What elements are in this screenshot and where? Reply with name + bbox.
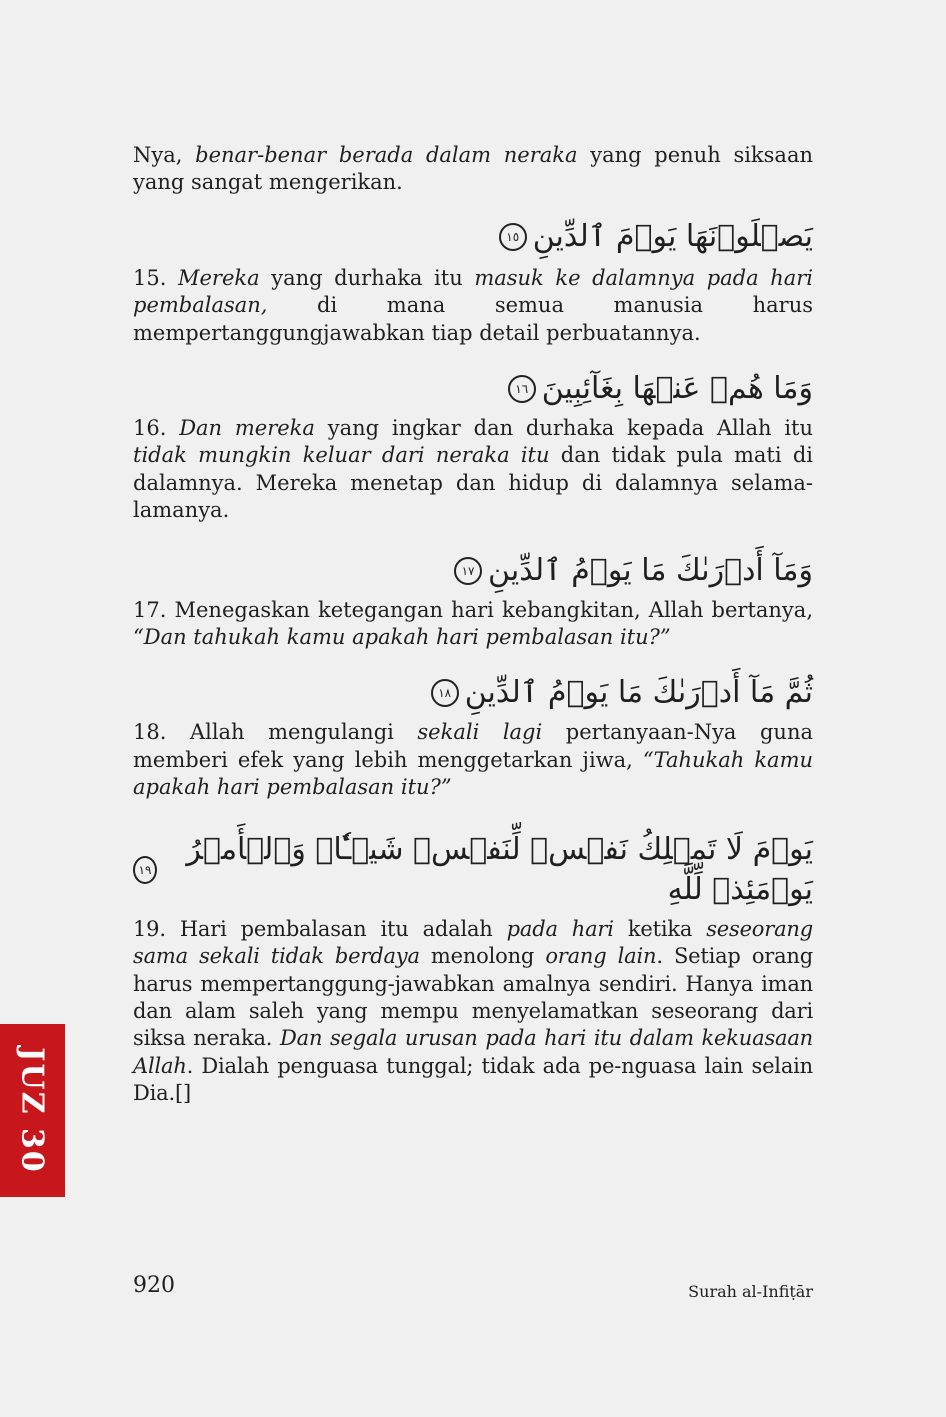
ayah-number-marker: ١٥	[499, 223, 527, 251]
translation-15: 15. Mereka yang durhaka itu masuk ke dalamnya pada hari pembalasan, di mana semua manusia harus mempertanggungjawabkan tiap detail perbuatannya.	[133, 265, 814, 345]
surah-name: Surah al-Infiṭār	[688, 1282, 813, 1301]
page-content	[133, 142, 813, 1108]
arabic-verse-15	[133, 217, 813, 257]
ayah-number-marker: ١٩	[133, 856, 157, 884]
arabic-verse-18	[133, 673, 813, 713]
arabic-text: ثُمَّ مَآ أَدۡرَىٰكَ مَا يَوۡمُ ٱلدِّينِ	[464, 675, 813, 711]
translation-18: 18. Allah mengulangi sekali lagi pertanyaan-Nya guna memberi efek yang lebih menggetarkan jiwa, “Tahukah kamu apakah hari pembalasan itu?”	[133, 720, 814, 800]
arabic-text: يَصۡلَوۡنَهَا يَوۡمَ ٱلدِّينِ	[532, 218, 813, 254]
ayah-number-marker: ١٧	[454, 557, 482, 585]
intro-paragraph: Nya, benar-benar berada dalam neraka yang penuh siksaan yang sangat mengerikan.	[133, 143, 814, 195]
page-number: 920	[133, 1273, 175, 1298]
translation-16: 16. Dan mereka yang ingkar dan durhaka kepada Allah itu tidak mungkin keluar dari neraka itu dan tidak pula mati di dalamnya. Mereka menetap dan hidup di dalamnya selama-lamanya.	[133, 416, 814, 523]
juz-tab	[0, 1024, 65, 1197]
arabic-text: وَمَآ أَدۡرَىٰكَ مَا يَوۡمُ ٱلدِّينِ	[488, 552, 813, 588]
arabic-text: يَوۡمَ لَا تَمۡلِكُ نَفۡسٞ لِّنَفۡسٖ شَيۡـٔٗاۖ وَٱلۡأَمۡرُ يَوۡمَئِذٖ لِّلَّهِ	[186, 831, 813, 907]
ayah-number-marker: ١٦	[508, 375, 536, 403]
translation-19: 19. Hari pembalasan itu adalah pada hari ketika seseorang sama sekali tidak berdaya menolong orang lain. Setiap orang harus mempertanggung-jawabkan amalnya sendiri. Hanya iman dan alam saleh yang mempu menyelamatkan seseorang dari siksa neraka. Dan segala urusan pada hari itu dalam kekuasaan Allah. Dialah penguasa tunggal; tidak ada pe-nguasa lain selain Dia.[]	[133, 916, 813, 1106]
arabic-text: وَمَا هُمۡ عَنۡهَا بِغَآئِبِينَ	[541, 371, 813, 407]
ayah-number-marker: ١٨	[431, 679, 459, 707]
arabic-verse-19	[133, 830, 813, 910]
translation-17: 17. Menegaskan ketegangan hari kebangkitan, Allah bertanya, “Dan tahukah kamu apakah hari pembalasan itu?”	[133, 597, 813, 650]
juz-label: JUZ 30	[15, 1047, 51, 1174]
arabic-verse-17	[133, 551, 813, 591]
arabic-verse-16	[133, 369, 813, 409]
